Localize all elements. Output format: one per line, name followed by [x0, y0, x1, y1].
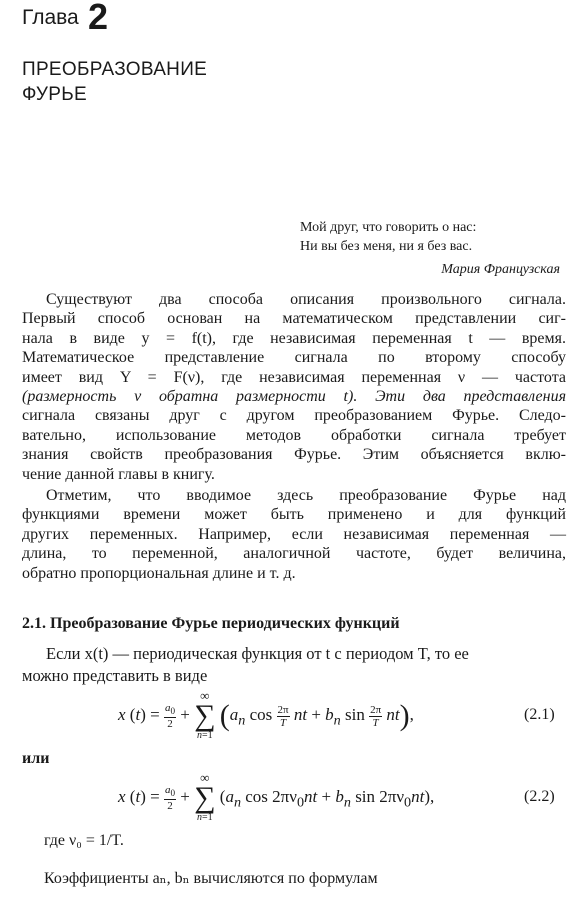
text-line: знания свойств преобразования Фурье. Этим объясняется вклю-: [22, 446, 566, 464]
epigraph-author: Мария Французская: [441, 262, 560, 277]
intro-paragraph-1: [22, 290, 566, 484]
epigraph: [300, 218, 560, 279]
text-line: можно представить в виде: [22, 666, 208, 685]
text-line: длина, то переменной, аналогичной частоте, будет величина,: [22, 545, 566, 563]
text-line: обратно пропорциональная длине и т. д.: [22, 564, 296, 582]
coefficients-sentence: Коэффициенты aₙ, bₙ вычисляются по формулам: [44, 870, 378, 887]
epigraph-line: Мой друг, что говорить о нас:: [300, 220, 477, 235]
equation-number: (2.1): [524, 706, 555, 723]
text-line: Существуют два способа описания произвольного сигнала.: [46, 291, 566, 308]
text-line: Если x(t) — периодическая функция от t с периодом T, то ее: [46, 644, 469, 663]
text-line: функциями времени может быть применено и для функций: [22, 506, 566, 524]
text-line: (размерность ν обратна размерности t). Эти два представления: [22, 388, 566, 406]
where-clause: где ν₀ = 1/T.: [44, 832, 124, 849]
equation-number: (2.2): [524, 788, 555, 805]
equation-2-2: x (t) = $\frac{a_0}{2}$ + ∞ ∑ n=1 ($a_n$ $\cos 2\pi\nu_0nt + b_n$ $\sin 2\pi\nu_0nt$),: [118, 770, 435, 823]
section-heading: 2.1. Преобразование Фурье периодических функций: [22, 615, 400, 632]
text-line: Первый способ основан на математическом представлении сиг-: [22, 310, 566, 328]
epigraph-line: Ни вы без меня, ни я без вас.: [300, 239, 473, 254]
text-line: других переменных. Например, если независимая переменная —: [22, 525, 566, 543]
chapter-title: [22, 57, 207, 107]
chapter-number: 2: [88, 0, 109, 37]
text-line: чение данной главы в книгу.: [22, 465, 215, 483]
chapter-label: Глава: [22, 6, 79, 29]
equation-2-1: x (t) = $\frac{a_0}{2}$ + ∞ ∑ n=1 ($a_n$ cos $\frac{2\pi}{T}$ nt + $b_n$ sin $\frac{2\pi}{T}$ nt),: [118, 688, 414, 741]
text-line: вательно, использование методов обработки сигнала требует: [22, 426, 566, 444]
text-line: нала в виде y = f(t), где независимая переменная t — время.: [22, 329, 566, 347]
intro-paragraph-2: [22, 486, 566, 583]
chapter-title-line: ФУРЬЕ: [22, 84, 87, 105]
or-word: или: [22, 750, 50, 767]
text-line: Математическое представление сигнала по второму способу: [22, 349, 566, 367]
chapter-title-line: ПРЕОБРАЗОВАНИЕ: [22, 59, 208, 80]
text-line: Отметим, что вводимое здесь преобразование Фурье над: [46, 487, 566, 504]
text-line: сигнала связаны друг с другом преобразованием Фурье. Следо-: [22, 407, 566, 425]
section-lead: [22, 643, 566, 687]
text-line: имеет вид Y = F(ν), где независимая переменная ν — частота: [22, 368, 566, 386]
